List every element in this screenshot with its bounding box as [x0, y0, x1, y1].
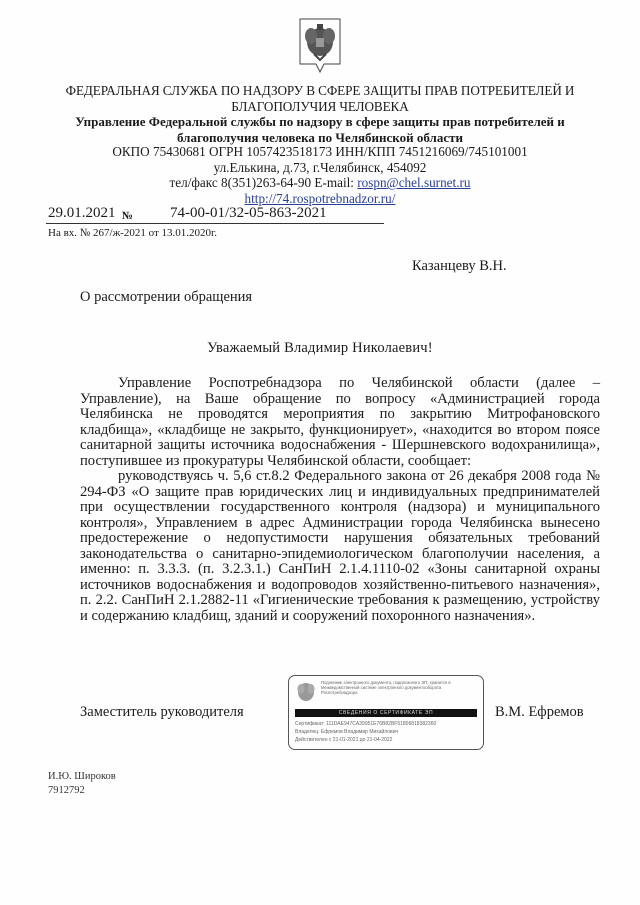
letter-number: 74-00-01/32-05-863-2021 [170, 205, 327, 221]
office-address: ул.Елькина, д.73, г.Челябинск, 454092 [213, 159, 427, 175]
certificate-owner: Владелец: Ефремов Владимир Михайлович [295, 729, 399, 735]
phone-fax: тел/факс 8(351)263-64-90 E-mail: [169, 175, 358, 191]
stamp-notice: Подлинник электронного документа, подписанного ЭП, хранится в Межведомственной системе электронного документооборота Роспотребнадзора [321, 680, 451, 696]
email-link[interactable]: rospn@chel.surnet.ru [357, 175, 471, 191]
letter-body [80, 376, 600, 624]
greeting: Уважаемый Владимир Николаевич! [207, 340, 433, 356]
website-link[interactable]: http://74.rospotrebnadzor.ru/ [244, 190, 396, 206]
agency-name [60, 83, 580, 114]
agency-name-line1: ФЕДЕРАЛЬНАЯ СЛУЖБА ПО НАДЗОРУ В СФЕРЕ ЗАЩИТЫ ПРАВ ПОТРЕБИТЕЛЕЙ И [65, 83, 575, 98]
office-name-line1: Управление Федеральной службы по надзору в сфере защиты прав потребителей и [75, 114, 565, 129]
signatory-name: В.М. Ефремов [495, 704, 584, 720]
registration-codes: ОКПО 75430681 ОГРН 1057423518173 ИНН/КПП 7451216069/745101001 [112, 144, 528, 159]
addressee: Казанцеву В.Н. [412, 258, 507, 274]
contact-line [60, 175, 580, 191]
executor [48, 770, 116, 798]
office-name [60, 114, 580, 145]
number-sign: № [122, 210, 134, 222]
office-details [60, 144, 580, 206]
stamp-title: СВЕДЕНИЯ О СЕРТИФИКАТЕ ЭП [295, 709, 477, 717]
agency-name-line2: БЛАГОПОЛУЧИЯ ЧЕЛОВЕКА [231, 98, 409, 114]
body-paragraph-1: Управление Роспотребнадзора по Челябинской области (далее – Управление), на Ваше обращение по вопросу «Администрацией города Челябинска не проводятся мероприятия по закрытию Митрофановского кладбища», «кладбище не закрыто, функционирует», «находится во втором поясе санитарной защиты источника водоснабжения - Шершневского водохранилища», поступившее из прокуратуры Челябинской области, сообщает: [80, 375, 600, 469]
office-name-line2: благополучия человека по Челябинской области [177, 129, 463, 145]
letter-date: 29.01.2021 [48, 205, 116, 221]
executor-phone: 7912792 [48, 785, 85, 796]
body-paragraph-2: руководствуясь ч. 5,6 ст.8.2 Федерального закона от 26 декабря 2008 года № 294-ФЗ «О защите прав юридических лиц и индивидуальных предпринимателей при осуществлении государственного контроля (надзора) и муниципального контроля», Управлением в адрес Администрации города Челябинска вынесено предостережение о недопустимости нарушения обязательных требований законодательства о санитарно-эпидемиологическом благополучии населения, а именно: п. 3.3.3. (п. 3.2.3.1.) СанПиН 2.1.4.1110-02 «Зоны санитарной охраны источников водоснабжения и водопроводов хозяйственно-питьевого назначения», п. 2.2. СанПиН 2.1.2882-11 «Гигиенические требования к размещению, устройству и содержанию кладбищ, зданий и сооружений похоронного назначения». [80, 468, 600, 624]
electronic-signature-stamp [288, 675, 484, 750]
signatory-position: Заместитель руководителя [80, 704, 244, 720]
incoming-reference: На вх. № 267/ж-2021 от 13.01.2020г. [48, 227, 218, 239]
subject-line: О рассмотрении обращения [80, 289, 253, 305]
emblem-icon [295, 680, 317, 704]
registration-underline [46, 223, 384, 224]
certificate-validity: Действителен с 21-01-2021 до 21-04-2022 [295, 737, 393, 743]
russian-coat-of-arms-icon [296, 16, 344, 76]
executor-name: И.Ю. Широков [48, 771, 116, 782]
certificate-number: Сертификат: 111DAE947CA39951E76B82BF51806818382360 [295, 721, 437, 727]
